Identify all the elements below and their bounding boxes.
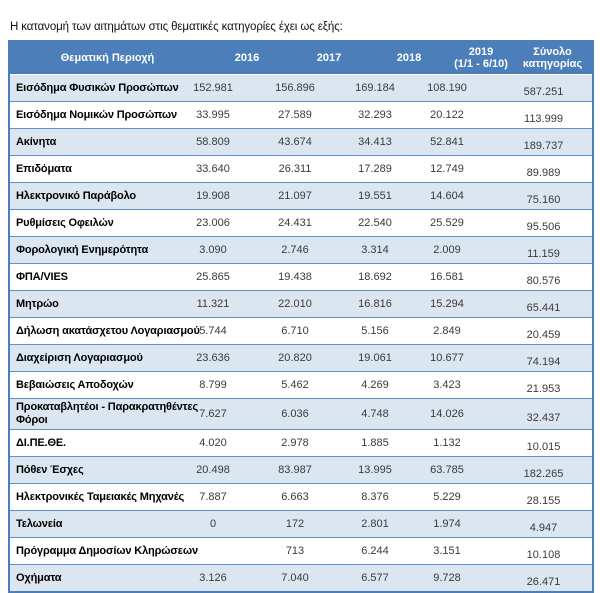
- value-2019-cell: [433, 565, 513, 593]
- value-2016-cell: [196, 291, 289, 318]
- value-2019-cell: [430, 210, 513, 237]
- value-2016: 19.908: [196, 190, 230, 202]
- value-2019-cell: [427, 75, 513, 102]
- column-header-category: [9, 41, 205, 75]
- value-2019-cell: [433, 538, 513, 565]
- value-2016-cell: [205, 511, 289, 538]
- value-2016: 4.020: [199, 437, 227, 449]
- column-header-label: 2017: [316, 52, 342, 64]
- value-2017: 6.036: [281, 408, 309, 420]
- value-2019: 2.849: [433, 325, 461, 337]
- value-2017-cell: [285, 538, 369, 565]
- value-2016-cell: [196, 264, 289, 291]
- category-cell: Φορολογική Ενημερότητα: [9, 237, 205, 264]
- value-2019: 9.728: [433, 572, 461, 584]
- value-2017: 83.987: [278, 464, 312, 476]
- value-2018: 32.293: [358, 109, 392, 121]
- value-2016: 58.809: [196, 136, 230, 148]
- value-2019: 1.132: [433, 437, 461, 449]
- value-2016: 20.498: [196, 464, 230, 476]
- value-2018: 17.289: [358, 163, 392, 175]
- value-2016-cell: [205, 538, 289, 565]
- value-2017-cell: [278, 129, 369, 156]
- value-2019: 25.529: [430, 217, 464, 229]
- value-2019-cell: [430, 291, 513, 318]
- value-total: 75.160: [526, 194, 561, 206]
- value-2016: 23.636: [196, 352, 230, 364]
- value-total: 80.576: [526, 275, 561, 287]
- table-row: [9, 183, 593, 210]
- category-cell: Τελωνεία: [9, 511, 205, 538]
- value-2019-cell: [430, 102, 513, 129]
- value-2017: 26.311: [278, 163, 312, 175]
- value-2017: 5.462: [281, 379, 309, 391]
- value-2016: 33.640: [196, 163, 230, 175]
- column-header-label: 2019: [468, 46, 494, 58]
- category-cell: Μητρώο: [9, 291, 205, 318]
- value-total: 189.737: [523, 140, 564, 152]
- category-cell: ΦΠΑ/VIES: [9, 264, 205, 291]
- value-total-cell: [513, 538, 593, 565]
- value-total-cell: [513, 511, 593, 538]
- value-2019-cell: [430, 345, 513, 372]
- category-cell: Προκαταβλητέοι - Παρακρατηθέντες Φόροι: [9, 399, 205, 430]
- value-2017-cell: [281, 565, 369, 593]
- value-2017-cell: [278, 102, 369, 129]
- table-header: [9, 41, 593, 75]
- category-cell: Επιδόματα: [9, 156, 205, 183]
- value-total-cell: [513, 345, 593, 372]
- value-total-cell: [513, 210, 593, 237]
- table-row: [9, 102, 593, 129]
- category-cell: Πρόγραμμα Δημοσίων Κληρώσεων: [9, 538, 205, 565]
- column-header-sublabel: (1/1 - 6/10): [454, 58, 508, 70]
- value-2018: 13.995: [358, 464, 392, 476]
- table-row: [9, 430, 593, 457]
- value-2017: 19.438: [278, 271, 312, 283]
- table-row: [9, 511, 593, 538]
- category-cell: Δήλωση ακατάσχετου Λογαριασμού: [9, 318, 205, 345]
- value-2016: 23.006: [196, 217, 230, 229]
- value-2019: 12.749: [430, 163, 464, 175]
- table-row: [9, 484, 593, 511]
- value-total-cell: [513, 457, 593, 484]
- value-2017-cell: [278, 264, 369, 291]
- value-2018: 8.376: [361, 491, 389, 503]
- value-total-cell: [513, 430, 593, 457]
- value-2018: 3.314: [361, 244, 389, 256]
- value-2019: 52.841: [430, 136, 464, 148]
- table-row: [9, 129, 593, 156]
- value-total: 65.441: [526, 302, 561, 314]
- category-cell: Πόθεν Έσχες: [9, 457, 205, 484]
- value-2018: 19.061: [358, 352, 392, 364]
- value-2016-cell: [199, 484, 289, 511]
- column-header-label: Θεματική Περιοχή: [60, 52, 155, 64]
- value-2019: 63.785: [430, 464, 464, 476]
- value-2017-cell: [278, 156, 369, 183]
- value-2019-cell: [433, 237, 513, 264]
- value-2016: 7.627: [199, 408, 227, 420]
- value-total-cell: [513, 183, 593, 210]
- category-cell: Ακίνητα: [9, 129, 205, 156]
- value-total: 182.265: [523, 468, 564, 480]
- value-2019: 20.122: [430, 109, 464, 121]
- value-2019: 16.581: [430, 271, 464, 283]
- value-2016: 33.995: [196, 109, 230, 121]
- value-2019: 3.423: [433, 379, 461, 391]
- value-2016-cell: [196, 102, 289, 129]
- value-2017-cell: [278, 183, 369, 210]
- value-2018: 4.748: [361, 408, 389, 420]
- table-row: [9, 291, 593, 318]
- value-2018: 18.692: [358, 271, 392, 283]
- table-row: [9, 237, 593, 264]
- value-2018: 16.816: [358, 298, 392, 310]
- value-2016-cell: [199, 318, 289, 345]
- value-2017: 2.978: [281, 437, 309, 449]
- value-2017-cell: [281, 237, 369, 264]
- value-total-cell: [513, 75, 593, 102]
- value-2017: 22.010: [278, 298, 312, 310]
- value-total: 10.015: [526, 441, 561, 453]
- value-2019-cell: [433, 318, 513, 345]
- value-2019: 14.604: [430, 190, 464, 202]
- value-total: 89.989: [526, 167, 561, 179]
- category-cell: Διαχείριση Λογαριασμού: [9, 345, 205, 372]
- value-2018: 22.540: [358, 217, 392, 229]
- value-2019: 10.677: [430, 352, 464, 364]
- column-header-total: [513, 41, 593, 75]
- value-total-cell: [513, 565, 593, 593]
- table-row: [9, 264, 593, 291]
- value-2016-cell: [199, 430, 289, 457]
- value-total-cell: [513, 129, 593, 156]
- value-2016: 7.887: [199, 491, 227, 503]
- value-total: 26.471: [526, 576, 561, 588]
- value-2016: 25.865: [196, 271, 230, 283]
- value-2016-cell: [196, 156, 289, 183]
- value-2016-cell: [196, 345, 289, 372]
- value-2019-cell: [433, 511, 513, 538]
- value-2019-cell: [430, 183, 513, 210]
- value-total-cell: [513, 372, 593, 399]
- value-2018: 34.413: [358, 136, 392, 148]
- value-2016-cell: [199, 565, 289, 593]
- value-2019: 1.974: [433, 518, 461, 530]
- column-header-2019: [449, 41, 513, 75]
- column-header-2018: [369, 41, 449, 75]
- value-2017-cell: [281, 484, 369, 511]
- value-2016: 152.981: [193, 82, 233, 94]
- table-body: [9, 75, 593, 593]
- value-2017-cell: [281, 430, 369, 457]
- value-2017: 24.431: [278, 217, 312, 229]
- category-cell: Βεβαιώσεις Αποδοχών: [9, 372, 205, 399]
- value-2019: 5.229: [433, 491, 461, 503]
- value-total: 11.159: [527, 248, 560, 260]
- value-2016-cell: [199, 399, 289, 430]
- table-row: [9, 345, 593, 372]
- value-2018: 6.244: [361, 545, 389, 557]
- value-2018: 19.551: [358, 190, 392, 202]
- value-2018: 1.885: [361, 437, 389, 449]
- value-2018: 2.801: [361, 518, 389, 530]
- value-total-cell: [513, 237, 593, 264]
- value-2017: 172: [285, 518, 305, 530]
- value-2018: 5.156: [361, 325, 389, 337]
- value-2016-cell: [196, 210, 289, 237]
- value-2016-cell: [196, 457, 289, 484]
- value-2019: 108.190: [427, 82, 467, 94]
- value-2017-cell: [285, 511, 369, 538]
- value-2016-cell: [196, 183, 289, 210]
- table-row: [9, 565, 593, 593]
- value-2017: 7.040: [281, 572, 309, 584]
- value-2017-cell: [281, 318, 369, 345]
- intro-text: Η κατανομή των αιτημάτων στις θεματικές κατηγορίες έχει ως εξής:: [10, 20, 343, 33]
- value-2019: 3.151: [433, 545, 461, 557]
- value-2019-cell: [430, 399, 513, 430]
- value-2016: 11.321: [196, 298, 230, 310]
- table-row: [9, 399, 593, 430]
- value-total-cell: [513, 484, 593, 511]
- category-cell: Εισόδημα Φυσικών Προσώπων: [9, 75, 205, 102]
- value-total: 587.251: [523, 86, 564, 98]
- value-2019: 15.294: [430, 298, 464, 310]
- value-2017: 43.674: [278, 136, 312, 148]
- value-2019-cell: [430, 129, 513, 156]
- value-total: 21.953: [526, 383, 561, 395]
- value-2017: 21.097: [278, 190, 312, 202]
- value-total: 20.459: [526, 329, 561, 341]
- value-2017: 713: [285, 545, 305, 557]
- value-2017-cell: [281, 399, 369, 430]
- value-total: 32.437: [526, 412, 561, 424]
- value-total-cell: [513, 291, 593, 318]
- value-2017-cell: [278, 345, 369, 372]
- category-cell: Οχήματα: [9, 565, 205, 593]
- value-total-cell: [513, 156, 593, 183]
- value-2017: 6.663: [281, 491, 309, 503]
- table-row: [9, 156, 593, 183]
- value-total: 10.108: [526, 549, 561, 561]
- value-total-cell: [513, 264, 593, 291]
- value-2016-cell: [196, 129, 289, 156]
- value-2019-cell: [433, 484, 513, 511]
- category-cell: Ηλεκτρονικές Ταμειακές Μηχανές: [9, 484, 205, 511]
- column-header-2017: [289, 41, 369, 75]
- value-2019: 14.026: [430, 408, 464, 420]
- table-row: [9, 210, 593, 237]
- column-header-2016: [205, 41, 289, 75]
- column-header-label: Σύνολο: [533, 46, 572, 58]
- value-2017-cell: [278, 457, 369, 484]
- value-total: 95.506: [526, 221, 561, 233]
- value-2017: 20.820: [278, 352, 312, 364]
- value-2017-cell: [278, 210, 369, 237]
- value-2016: 5.744: [199, 325, 227, 337]
- value-2019-cell: [430, 457, 513, 484]
- value-total: 4.947: [529, 522, 558, 534]
- value-total: 74.194: [526, 356, 561, 368]
- value-2016-cell: [199, 372, 289, 399]
- table-row: [9, 538, 593, 565]
- value-2017-cell: [278, 291, 369, 318]
- column-header-sublabel: κατηγορίας: [522, 58, 583, 70]
- value-2018: 6.577: [361, 572, 389, 584]
- category-cell: Εισόδημα Νομικών Προσώπων: [9, 102, 205, 129]
- value-2016-cell: [199, 237, 289, 264]
- table-row: [9, 372, 593, 399]
- value-2018: 169.184: [355, 82, 395, 94]
- value-total: 28.155: [526, 495, 561, 507]
- value-2019-cell: [433, 372, 513, 399]
- value-2016: 0: [209, 518, 217, 530]
- category-cell: Ρυθμίσεις Οφειλών: [9, 210, 205, 237]
- value-2016: 8.799: [199, 379, 227, 391]
- value-2017: 156.896: [275, 82, 315, 94]
- value-2017-cell: [281, 372, 369, 399]
- value-2016: 3.126: [199, 572, 227, 584]
- value-total-cell: [513, 399, 593, 430]
- thematic-categories-table: [8, 40, 594, 593]
- table-row: [9, 457, 593, 484]
- table-row: [9, 318, 593, 345]
- header-row: [9, 41, 593, 75]
- category-cell: ΔΙ.ΠΕ.ΘΕ.: [9, 430, 205, 457]
- value-total: 113.999: [524, 113, 563, 125]
- value-2019: 2.009: [433, 244, 461, 256]
- value-total-cell: [513, 102, 593, 129]
- value-2016: 3.090: [199, 244, 227, 256]
- column-header-label: 2016: [234, 52, 260, 64]
- value-total-cell: [513, 318, 593, 345]
- value-2018: 4.269: [361, 379, 389, 391]
- table-row: [9, 75, 593, 102]
- category-cell: Ηλεκτρονικό Παράβολο: [9, 183, 205, 210]
- value-2019-cell: [430, 156, 513, 183]
- value-2017: 6.710: [281, 325, 309, 337]
- value-2017: 27.589: [278, 109, 312, 121]
- value-2019-cell: [433, 430, 513, 457]
- column-header-label: 2018: [396, 52, 422, 64]
- value-2019-cell: [430, 264, 513, 291]
- value-2017: 2.746: [281, 244, 309, 256]
